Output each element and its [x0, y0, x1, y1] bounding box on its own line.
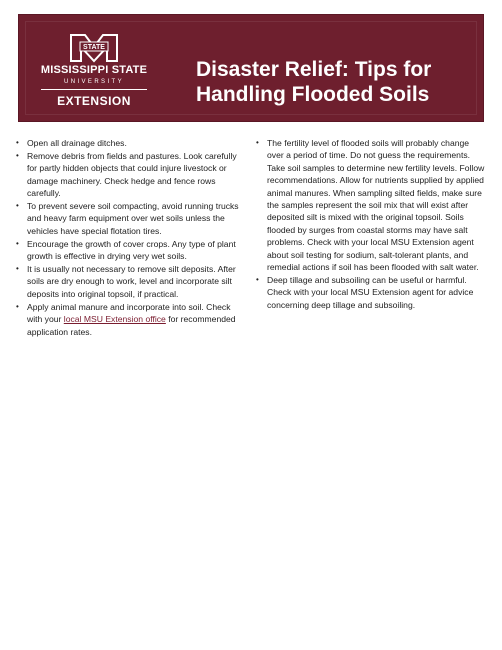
list-item-text: for recommended application rates.	[27, 314, 236, 337]
msu-m-logo-icon	[69, 33, 119, 63]
list-item	[16, 301, 242, 338]
logo-university-name: MISSISSIPPI STATE	[40, 64, 148, 76]
right-column	[256, 137, 488, 312]
list-item: • Encourage the growth of cover crops. Any type of plant growth is effective in drying very wet soils.	[16, 238, 242, 263]
list-item: • Open all drainage ditches.	[16, 137, 242, 149]
left-column	[16, 137, 242, 339]
logo-extension-label: EXTENSION	[57, 94, 131, 108]
header-banner	[18, 14, 484, 122]
list-item: • The fertility level of flooded soils will probably change over a period of time. Do not guess the requirements. Take soil samples to determine new fertility levels. Follow recommendations. Allow for nutrients supplied by applied animal manures. When sampling silted fields, make sure the samples represent the soil mix that will exist after deposited silt is mixed with the original topsoil. Soils flooded by surges from coastal storms may have salt problems. Check with your local MSU Extension agent about soil testing for sodium, salt-tolerant plants, and remedial actions if soil has been flooded with salt water.	[256, 137, 488, 273]
page-title	[196, 57, 496, 107]
title-line-1: Disaster Relief: Tips for	[196, 58, 432, 81]
logo-university-sub: UNIVERSITY	[63, 79, 124, 85]
list-item: • It is usually not necessary to remove silt deposits. After soils are dry enough to work, level and incorporate silt deposits into original topsoil, if practical.	[16, 263, 242, 300]
logo-mark-text: STATE	[83, 44, 105, 51]
msu-extension-office-link[interactable]: local MSU Extension office	[63, 314, 166, 325]
logo-divider	[41, 89, 147, 90]
list-item: • To prevent severe soil compacting, avoid running trucks and heavy farm equipment over wet soils unless the vehicles have special flotation tires.	[16, 200, 242, 237]
list-item-text: Apply animal manure and incorporate into soil. Check with your	[27, 301, 231, 325]
title-line-2: Handling Flooded Soils	[196, 83, 430, 106]
list-item: • Remove debris from fields and pastures. Look carefully for partly hidden objects that could injure livestock or damage machinery. Check hedge and fence rows carefully.	[16, 150, 242, 200]
list-item: • Deep tillage and subsoiling can be useful or harmful. Check with your local MSU Extension agent for advice concerning deep tillage and subsoiling.	[256, 274, 488, 311]
left-tips-list	[16, 137, 242, 338]
right-tips-list	[256, 137, 488, 311]
msu-extension-logo	[35, 33, 153, 121]
